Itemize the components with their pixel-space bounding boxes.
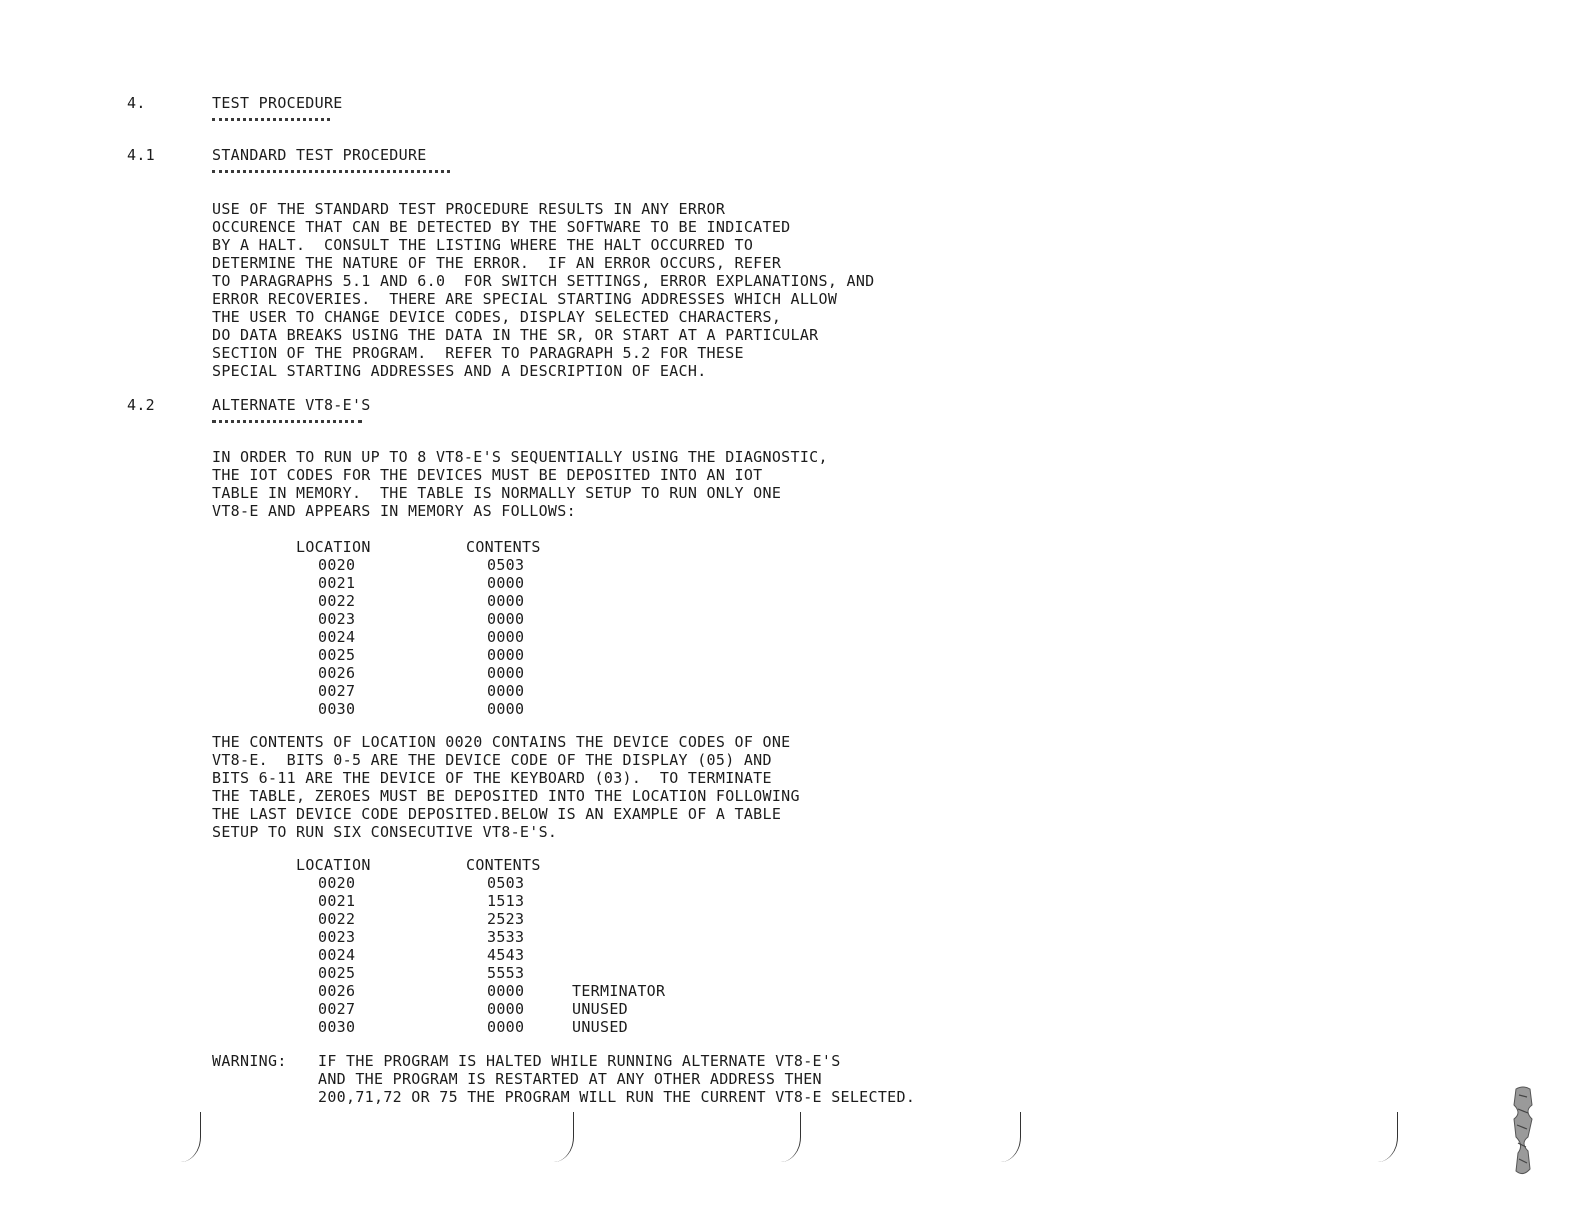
binder-hole-mark [1357,1112,1398,1162]
text-line: VT8-E AND APPEARS IN MEMORY AS FOLLOWS: [212,502,576,520]
table-cell-location: 0021 [318,892,356,910]
text-line: THE TABLE, ZEROES MUST BE DEPOSITED INTO THE LOCATION FOLLOWING [212,787,800,805]
table-cell-contents: 1513 [487,892,525,910]
table-cell-contents: 2523 [487,910,525,928]
text-line: DO DATA BREAKS USING THE DATA IN THE SR, OR START AT A PARTICULAR [212,326,819,344]
section-heading: STANDARD TEST PROCEDURE [212,146,427,164]
text-line: ERROR RECOVERIES. THERE ARE SPECIAL STARTING ADDRESSES WHICH ALLOW [212,290,838,308]
section-number: 4.1 [127,146,155,164]
text-line: TABLE IN MEMORY. THE TABLE IS NORMALLY SETUP TO RUN ONLY ONE [212,484,782,502]
table-header-contents: CONTENTS [466,538,541,556]
table-cell-contents: 0000 [487,646,525,664]
binder-hole-mark [980,1112,1021,1162]
table-cell-location: 0020 [318,556,356,574]
text-line: SETUP TO RUN SIX CONSECUTIVE VT8-E'S. [212,823,558,841]
table-cell-location: 0022 [318,910,356,928]
table-cell-contents: 0503 [487,874,525,892]
text-line: TO PARAGRAPHS 5.1 AND 6.0 FOR SWITCH SETTINGS, ERROR EXPLANATIONS, AND [212,272,875,290]
table-cell-contents: 3533 [487,928,525,946]
table-header-location: LOCATION [296,538,371,556]
table-cell-contents: 0000 [487,982,525,1000]
table-cell-contents: 0503 [487,556,525,574]
text-line: USE OF THE STANDARD TEST PROCEDURE RESULTS IN ANY ERROR [212,200,726,218]
text-line: BITS 6-11 ARE THE DEVICE OF THE KEYBOARD (03). TO TERMINATE [212,769,772,787]
table-cell-location: 0030 [318,1018,356,1036]
table-cell-location: 0020 [318,874,356,892]
table-cell-location: 0026 [318,982,356,1000]
text-line: AND THE PROGRAM IS RESTARTED AT ANY OTHER ADDRESS THEN [318,1070,822,1088]
section-heading: TEST PROCEDURE [212,94,343,112]
binder-hole-mark [160,1112,201,1162]
table-cell-note: UNUSED [572,1018,628,1036]
text-line: THE CONTENTS OF LOCATION 0020 CONTAINS THE DEVICE CODES OF ONE [212,733,791,751]
table-cell-contents: 0000 [487,592,525,610]
table-cell-location: 0027 [318,682,356,700]
text-line: DETERMINE THE NATURE OF THE ERROR. IF AN ERROR OCCURS, REFER [212,254,782,272]
table-header-contents: CONTENTS [466,856,541,874]
table-cell-location: 0026 [318,664,356,682]
text-line: OCCURENCE THAT CAN BE DETECTED BY THE SOFTWARE TO BE INDICATED [212,218,791,236]
table-header-location: LOCATION [296,856,371,874]
table-cell-location: 0030 [318,700,356,718]
heading-underline [212,118,330,121]
text-line: SECTION OF THE PROGRAM. REFER TO PARAGRAPH 5.2 FOR THESE [212,344,744,362]
table-cell-contents: 0000 [487,682,525,700]
binder-hole-mark [533,1112,574,1162]
heading-underline [212,170,450,173]
table-cell-contents: 4543 [487,946,525,964]
table-cell-contents: 5553 [487,964,525,982]
table-cell-location: 0022 [318,592,356,610]
section-heading: ALTERNATE VT8-E'S [212,396,371,414]
table-cell-contents: 0000 [487,628,525,646]
binding-clip-image [1510,1085,1536,1177]
table-cell-note: TERMINATOR [572,982,666,1000]
table-cell-location: 0024 [318,946,356,964]
table-cell-location: 0023 [318,610,356,628]
table-cell-location: 0027 [318,1000,356,1018]
text-line: VT8-E. BITS 0-5 ARE THE DEVICE CODE OF THE DISPLAY (05) AND [212,751,772,769]
text-line: IF THE PROGRAM IS HALTED WHILE RUNNING ALTERNATE VT8-E'S [318,1052,841,1070]
section-number: 4.2 [127,396,155,414]
table-cell-contents: 0000 [487,574,525,592]
text-line: SPECIAL STARTING ADDRESSES AND A DESCRIPTION OF EACH. [212,362,707,380]
text-line: THE LAST DEVICE CODE DEPOSITED.BELOW IS AN EXAMPLE OF A TABLE [212,805,782,823]
table-cell-location: 0025 [318,646,356,664]
table-cell-contents: 0000 [487,610,525,628]
binder-hole-mark [760,1112,801,1162]
text-line: BY A HALT. CONSULT THE LISTING WHERE THE HALT OCCURRED TO [212,236,754,254]
table-cell-note: UNUSED [572,1000,628,1018]
table-cell-contents: 0000 [487,1018,525,1036]
section-number: 4. [127,94,146,112]
table-cell-location: 0025 [318,964,356,982]
table-cell-contents: 0000 [487,700,525,718]
text-line: THE IOT CODES FOR THE DEVICES MUST BE DEPOSITED INTO AN IOT [212,466,763,484]
table-cell-location: 0024 [318,628,356,646]
table-cell-location: 0021 [318,574,356,592]
warning-label: WARNING: [212,1052,287,1070]
table-cell-contents: 0000 [487,664,525,682]
heading-underline [212,420,362,423]
text-line: THE USER TO CHANGE DEVICE CODES, DISPLAY SELECTED CHARACTERS, [212,308,782,326]
text-line: IN ORDER TO RUN UP TO 8 VT8-E'S SEQUENTIALLY USING THE DIAGNOSTIC, [212,448,828,466]
table-cell-location: 0023 [318,928,356,946]
text-line: 200,71,72 OR 75 THE PROGRAM WILL RUN THE CURRENT VT8-E SELECTED. [318,1088,916,1106]
table-cell-contents: 0000 [487,1000,525,1018]
